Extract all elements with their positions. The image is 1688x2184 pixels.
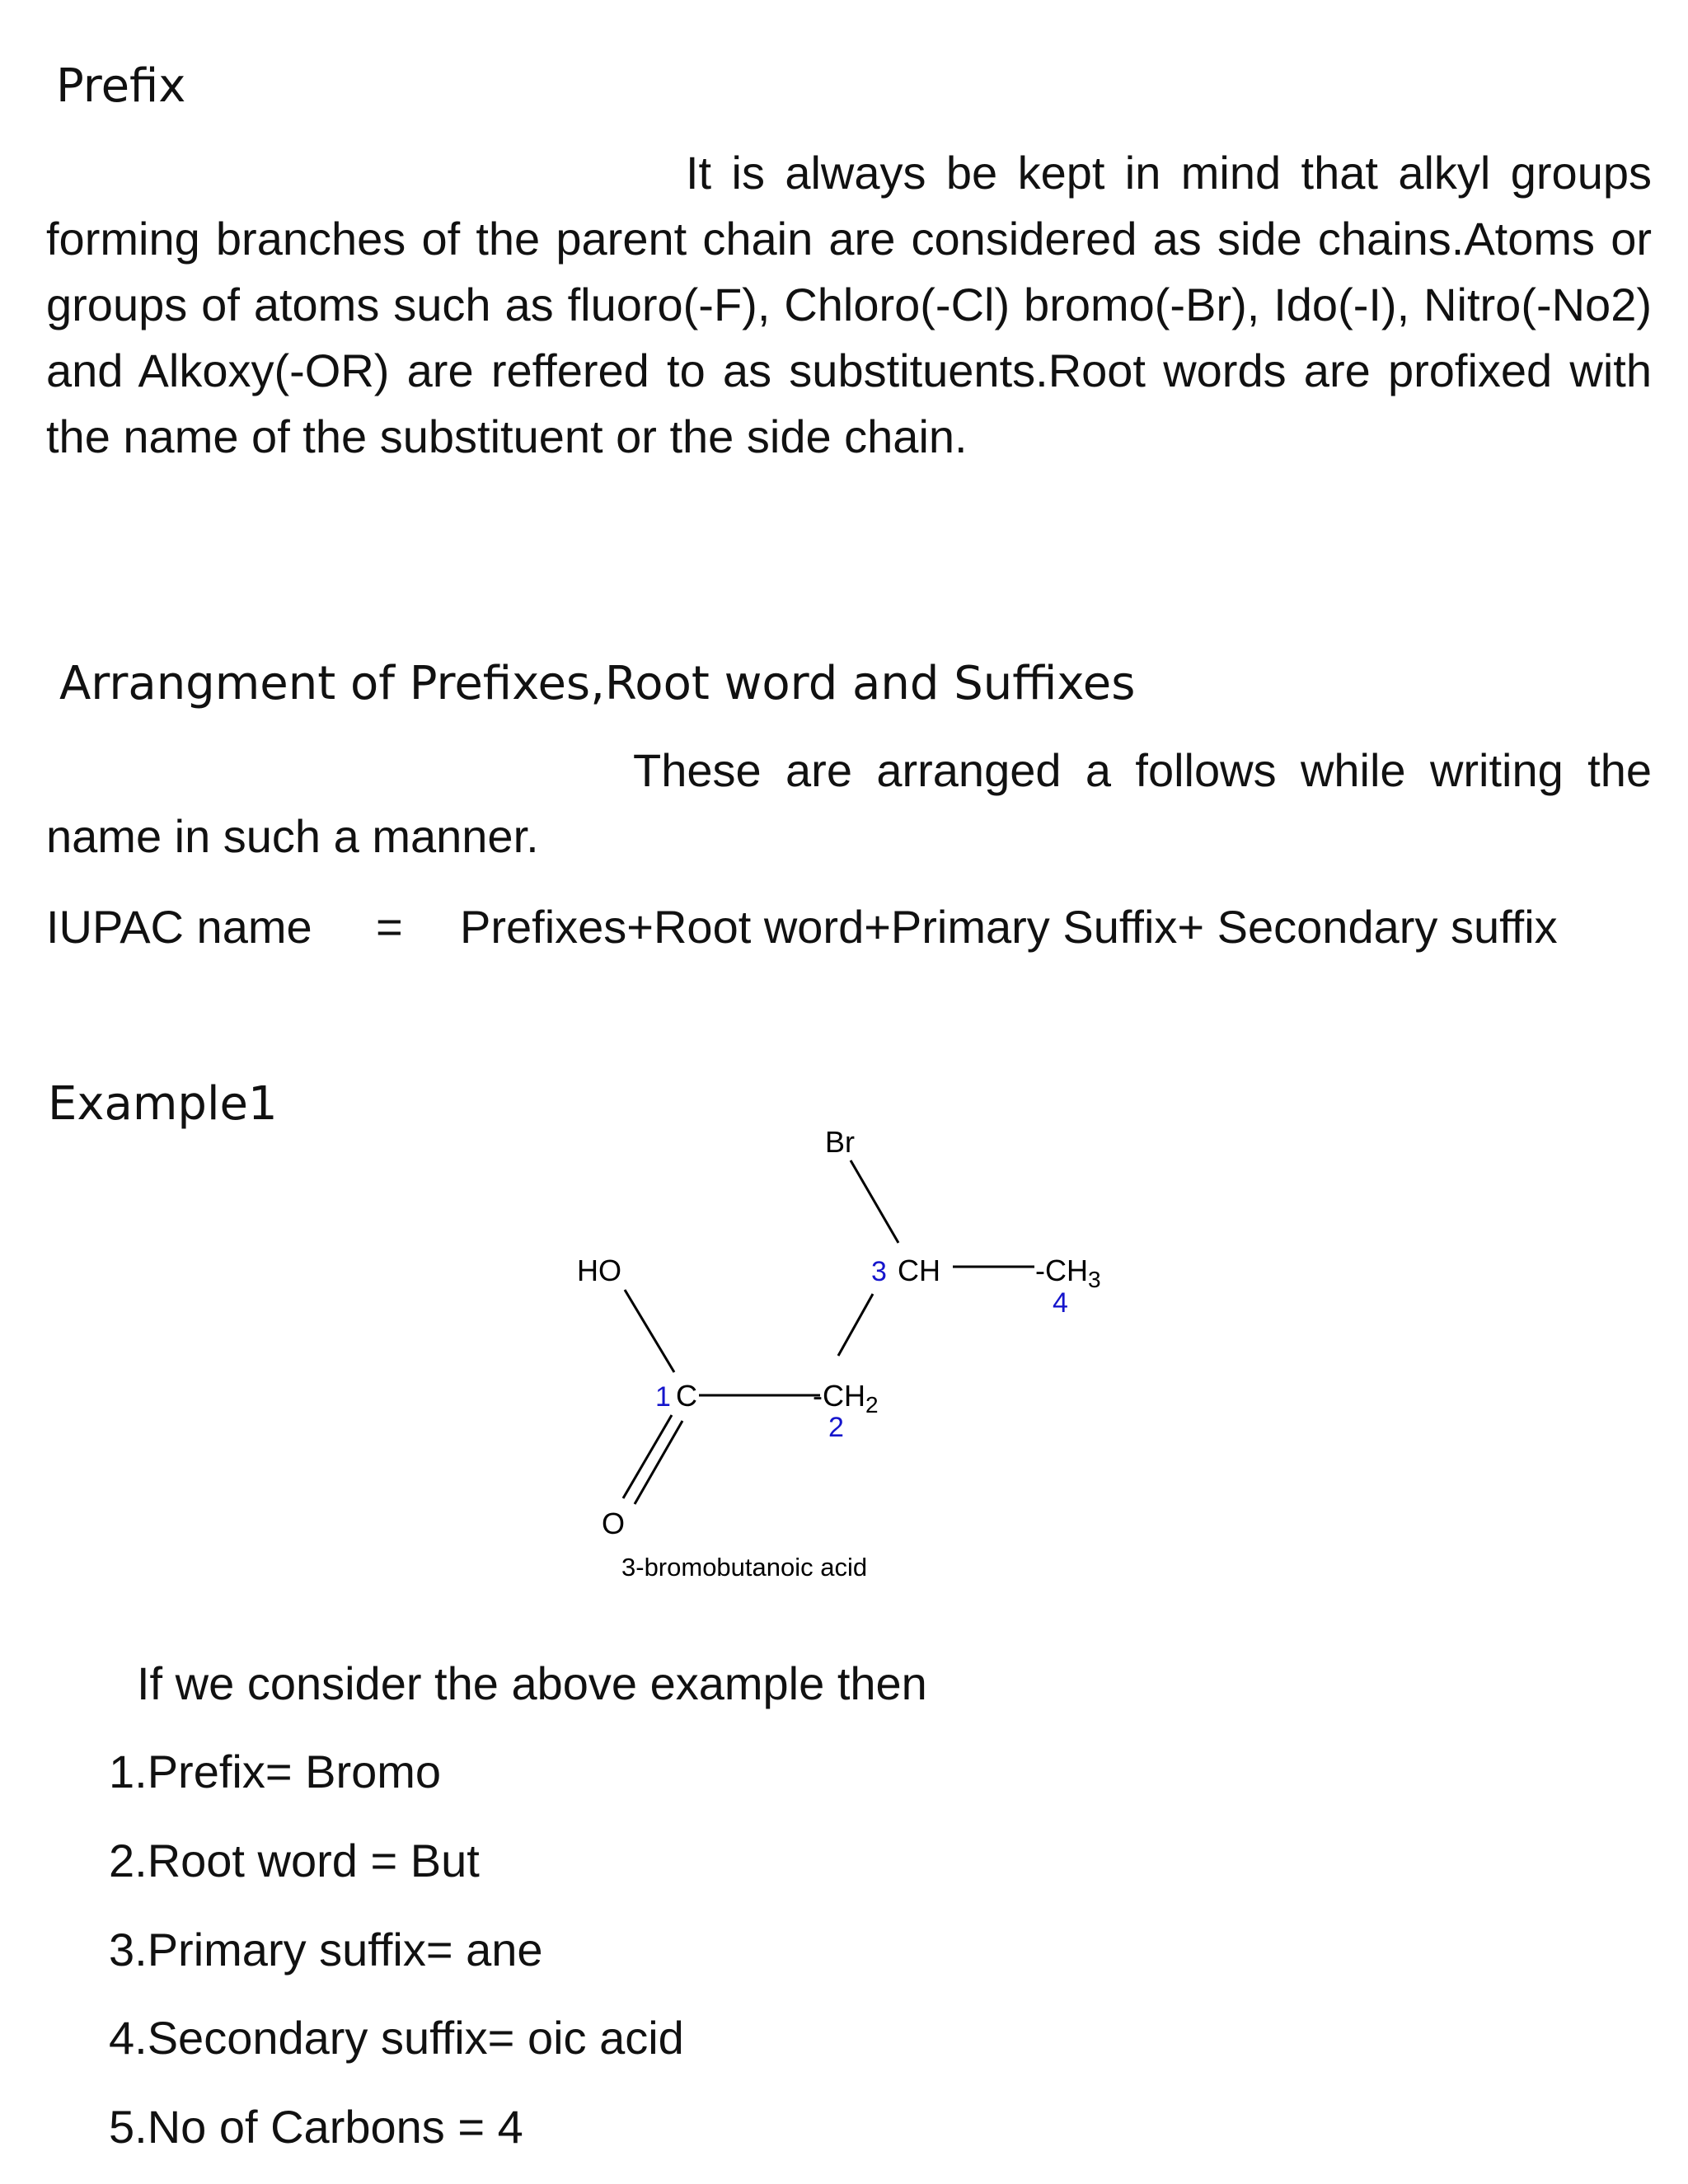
atom-ho: HO [577, 1254, 621, 1287]
arrangement-paragraph: These are arranged a follows while writing the name in such a manner. [46, 744, 1652, 862]
bond-c1-o-b [635, 1421, 682, 1504]
list-item-prefix: 1.Prefix= Bromo [109, 1746, 442, 1797]
carbon-number-1: 1 [655, 1381, 671, 1413]
iupac-formula [46, 898, 1652, 956]
carbon-number-4: 4 [1053, 1287, 1068, 1319]
formula-label: IUPAC name [46, 901, 312, 953]
atom-br: Br [825, 1125, 855, 1159]
atom-ch2-text: CH [823, 1379, 865, 1413]
atom-c1: C [676, 1379, 697, 1413]
structural-formula-3-bromobutanoic-acid [544, 1104, 1187, 1599]
list-item-carbon-count: 5.No of Carbons = 4 [109, 2101, 523, 2153]
atom-ch3-text: CH [1045, 1254, 1088, 1287]
atom-ch2 [813, 1379, 879, 1418]
bond-ho-c1 [625, 1290, 674, 1372]
atom-ch3-subscript: 3 [1088, 1267, 1101, 1292]
atom-o: O [602, 1507, 626, 1540]
carbon-number-3: 3 [871, 1256, 887, 1287]
atom-ch2-subscript: 2 [865, 1392, 879, 1418]
bond-c1-o-a [623, 1415, 672, 1498]
section-heading-arrangement: Arrangment of Prefixes,Root word and Suffixes [59, 657, 1136, 710]
atom-ch3-dash: - [1035, 1254, 1045, 1287]
atom-ch3 [1035, 1254, 1101, 1292]
atom-ch3-base [1035, 1254, 1101, 1292]
bond-ch-ch2 [838, 1294, 873, 1356]
example-intro: If we consider the above example then [137, 1657, 927, 1709]
list-item-root-word: 2.Root word = But [109, 1835, 480, 1886]
bond-br-ch [851, 1160, 898, 1243]
section-heading-prefix: Prefix [56, 59, 186, 113]
atom-ch2-base [813, 1379, 879, 1418]
bond-lines [623, 1160, 1034, 1504]
atom-ch: CH [898, 1254, 940, 1287]
list-item-secondary-suffix: 4.Secondary suffix= oic acid [109, 2012, 684, 2064]
list-item-primary-suffix: 3.Primary suffix= ane [109, 1924, 543, 1975]
structure-caption: 3-bromobutanoic acid [621, 1553, 868, 1582]
formula-expression: Prefixes+Root word+Primary Suffix+ Secondary suffix [460, 901, 1558, 953]
atom-ch2-dash: - [813, 1379, 823, 1413]
prefix-paragraph: It is always be kept in mind that alkyl groups forming branches of the parent chain are considered as side chains.Atoms or groups of atoms such as fluoro(-F), Chloro(-Cl) bromo(-Br), Ido(-I), Nitro(-No2) and Alkoxy(-OR) are reffered to as substituents.Root words are profixed with the name of the substituent or the side chain. [46, 147, 1652, 462]
carbon-numbers [655, 1256, 1068, 1443]
carbon-number-2: 2 [828, 1412, 844, 1443]
example-heading: Example1 [48, 1077, 278, 1131]
formula-equals: = [376, 901, 403, 953]
